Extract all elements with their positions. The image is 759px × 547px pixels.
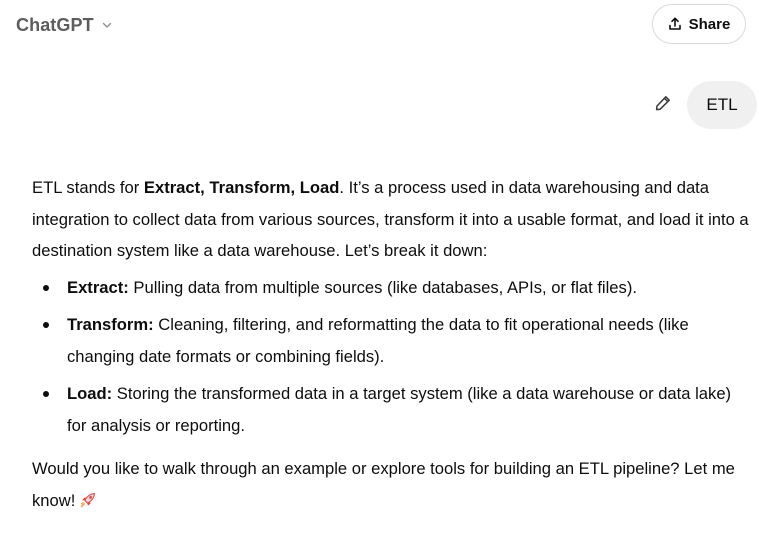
- etl-steps-list: [32, 272, 754, 442]
- list-item: [32, 378, 754, 441]
- list-item: [32, 309, 754, 372]
- user-message-bubble: [687, 81, 757, 129]
- closing-text: Would you like to walk through an example or explore tools for building an ETL pipeline? Let me know!: [32, 459, 735, 510]
- chevron-down-icon: [100, 18, 114, 32]
- share-label: Share: [688, 15, 731, 33]
- step-text: Cleaning, filtering, and reformatting the data to fit operational needs (like changing date formats or combining fields).: [67, 315, 689, 366]
- intro-bold-term: Extract, Transform, Load: [143, 178, 340, 197]
- rocket-emoji-icon: [79, 488, 97, 506]
- edit-message-button[interactable]: [653, 95, 673, 115]
- list-item: [32, 272, 754, 304]
- step-text: Pulling data from multiple sources (like databases, APIs, or flat files).: [128, 277, 637, 297]
- pencil-edit-icon: [654, 94, 672, 117]
- share-button[interactable]: [652, 4, 746, 44]
- step-term: Extract:: [67, 277, 129, 297]
- step-term: Load:: [67, 384, 113, 403]
- model-name: ChatGPT: [16, 14, 94, 35]
- model-switcher[interactable]: [14, 11, 116, 39]
- step-text: Storing the transformed data in a target system (like a data warehouse or data lake) for analysis or reporting.: [67, 384, 732, 435]
- assistant-intro: [32, 172, 754, 267]
- assistant-message: [32, 172, 754, 516]
- intro-suffix: . It’s a process used in data warehousing and data integration to collect data from various sources, transform it into a usable format, and load it into a destination system like a data warehouse. Let’s break it down:: [32, 178, 749, 260]
- share-upload-icon: [668, 17, 682, 31]
- intro-prefix: ETL stands for: [32, 178, 144, 197]
- assistant-closing: [32, 453, 754, 516]
- step-term: Transform:: [67, 315, 154, 334]
- user-message-text: ETL: [706, 95, 738, 114]
